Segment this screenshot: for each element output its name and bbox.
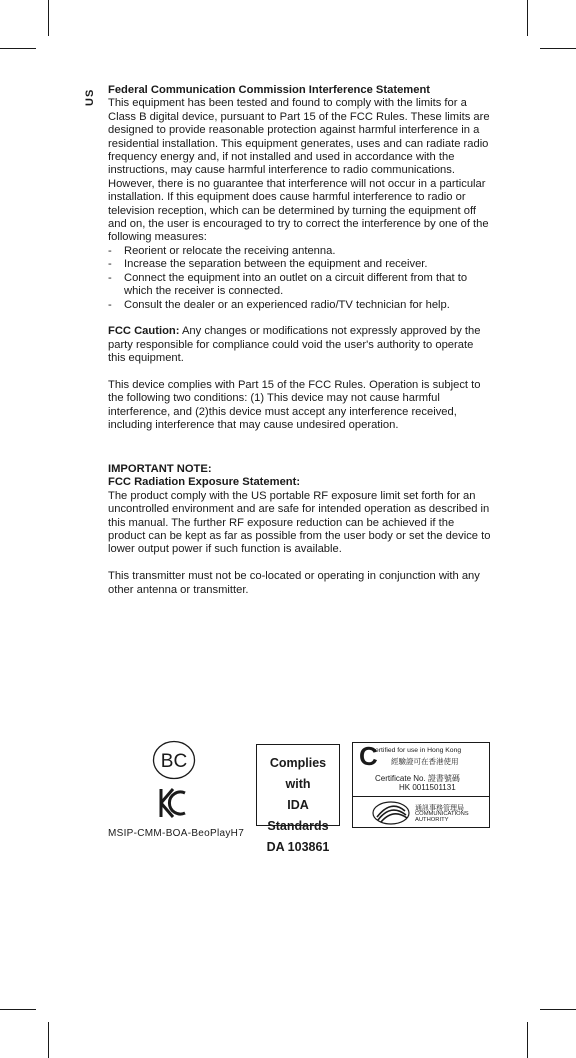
ida-line-2: IDA Standards [267, 798, 329, 833]
bc-logo-text: BC [160, 751, 188, 772]
hk-certified-english: ertified for use in Hong Kong [375, 747, 462, 754]
radiation-exposure-text: The product comply with the US portable RF exposure limit set forth for an uncontrolled environment and are safe for intended operation as described in this manual. The further RF exposure reduction can be achieved if the product can be kept as far as possible from the user body or set the device to lower output power if such function is available. [108, 489, 491, 556]
crop-mark-bottom-left [48, 1022, 49, 1058]
region-tab-label: US [84, 88, 96, 106]
crop-mark-top-left [48, 0, 49, 36]
region-tab [84, 84, 100, 106]
crop-mark-top-right [527, 0, 528, 36]
msip-code: MSIP-CMM-BOA-BeoPlayH7 [108, 828, 245, 839]
bc-logo-icon [152, 740, 196, 780]
crop-mark-top-left-h [0, 48, 36, 49]
part15-statement: This device complies with Part 15 of the FCC Rules. Operation is subject to the following two conditions: (1) This device may not cause harmful interference, and (2)this device must accept any interference received, including interference that may cause undesired operation. [108, 378, 481, 432]
hk-authority-chinese: 通訊事務管理局 [415, 805, 464, 812]
hk-certificate-number: HK 0011501131 [399, 783, 456, 792]
hk-certificate-label: Certificate No. 證書號碼 [375, 774, 460, 783]
fcc-heading: Federal Communication Commission Interference Statement [108, 84, 431, 96]
hk-authority-english-2: AUTHORITY [415, 817, 449, 823]
measure-item: - Connect the equipment into an outlet on a circuit different from that to which the receiver is connected. [108, 272, 492, 299]
ida-line-3: DA 103861 [266, 840, 330, 854]
hk-c-mark: C [359, 741, 378, 771]
colocation-statement: This transmitter must not be co-located or operating in conjunction with any other antenna or transmitter. [108, 570, 480, 596]
crop-mark-top-right-h [540, 48, 576, 49]
crop-mark-bottom-right [527, 1022, 528, 1058]
hk-certified-chinese: 經驗證可在香港使用 [391, 757, 459, 766]
hk-authority-english-1: COMMUNICATIONS [415, 811, 469, 817]
measure-item: - Increase the separation between the equipment and receiver. [108, 258, 492, 271]
ida-standards-box [256, 744, 340, 854]
measure-item: - Reorient or relocate the receiving antenna. [108, 245, 492, 258]
fcc-caution-label: FCC Caution: [108, 325, 180, 338]
communications-authority-logo-icon [371, 801, 411, 825]
fcc-caution [108, 325, 492, 365]
hk-certificate-section [353, 743, 489, 797]
ida-line-1: Complies with [269, 756, 327, 791]
regulatory-text [108, 84, 492, 597]
crop-mark-bottom-left-h [0, 1009, 36, 1010]
fcc-caution-text: Any changes or modifications not expressly approved by the party responsible for compliance could void the user's authority to operate this equipment. [108, 325, 481, 365]
important-note-heading: IMPORTANT NOTE: [108, 462, 212, 475]
hong-kong-certification-box [352, 742, 490, 828]
measure-item: - Consult the dealer or an experienced radio/TV technician for help. [108, 299, 492, 312]
fcc-paragraph: This equipment has been tested and found to comply with the limits for a Class B digital device, pursuant to Part 15 of the FCC Rules. These limits are designed to provide reasonable protection against harmful interference in a residential installation. This equipment generates, uses and can radiate radio frequency energy and, if not installed and used in accordance with the instructions, may cause harmful interference to radio communications. However, there is no guarantee that interference will not occur in a particular installation. If this equipment does cause harmful interference to radio or television reception, which can be determined by turning the equipment off and on, the user is encouraged to try to correct the interference by one of the following measures: [108, 97, 490, 244]
kc-mark-icon [157, 787, 187, 819]
radiation-exposure-heading: FCC Radiation Exposure Statement: [108, 476, 301, 489]
measures-list [108, 245, 492, 312]
crop-mark-bottom-right-h [540, 1009, 576, 1010]
